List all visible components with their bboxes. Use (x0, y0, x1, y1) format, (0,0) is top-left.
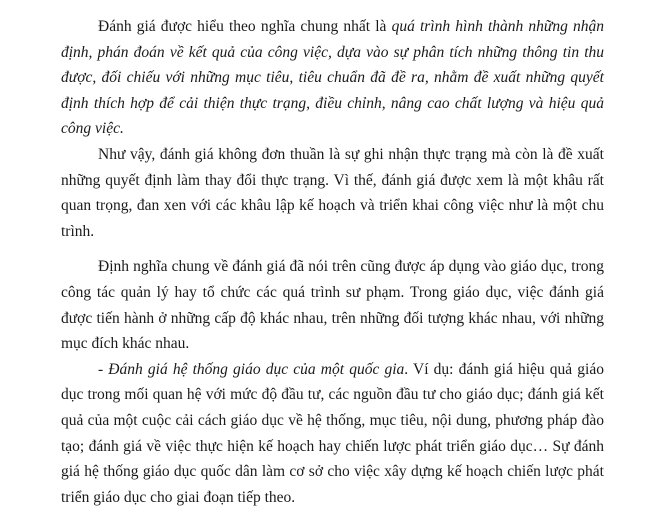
paragraph-definition-intro: Đánh giá được hiểu theo nghĩa chung nhất là (98, 18, 392, 35)
paragraph-definition-italic: quá trình hình thành những nhận định, phán đoán về kết quả của công việc, dựa vào sự phân tích những thông tin thu được, đối chiếu với những mục tiêu, tiêu chuẩn đã đề ra, nhằm đề xuất những quyết định thích hợp để cải thiện thực trạng, điều chỉnh, nâng cao chất lượng và hiệu quả công việc. (61, 18, 604, 138)
paragraph-national-system-italic: - Đánh giá hệ thống giáo dục của một quốc gia (98, 360, 405, 378)
paragraph-education-application: Định nghĩa chung về đánh giá đã nói trên cũng được áp dụng vào giáo dục, trong công tác quản lý hay tổ chức các quá trình sư phạm. Trong giáo dục, việc đánh giá được tiến hành ở những cấp độ khác nhau, trên những đối tượng khác nhau, với những mục đích khác nhau. (61, 258, 604, 353)
document-page (61, 14, 604, 510)
paragraph-implication: Như vậy, đánh giá không đơn thuần là sự ghi nhận thực trạng mà còn là đề xuất những quyết định làm thay đổi thực trạng. Vì thế, đánh giá được xem là một khâu rất quan trọng, đan xen với các khâu lập kế hoạch và triển khai công việc như là một chu trình. (61, 145, 604, 240)
paragraph-definition (61, 14, 604, 142)
paragraph-national-system-rest: . Ví dụ: đánh giá hiệu quả giáo dục trong mối quan hệ với mức độ đầu tư, các nguồn đầu tư cho giáo dục; đánh giá kết quả của một cuộc cải cách giáo dục về hệ thống, mục tiêu, nội dung, phương pháp đào tạo; đánh giá về việc thực hiện kế hoạch hay chiến lược phát triển giáo dục… Sự đánh giá hệ thống giáo dục quốc dân làm cơ sở cho việc xây dựng kế hoạch chiến lược phát triển giáo dục cho giai đoạn tiếp theo. (61, 360, 604, 506)
paragraph-national-system (61, 357, 604, 511)
